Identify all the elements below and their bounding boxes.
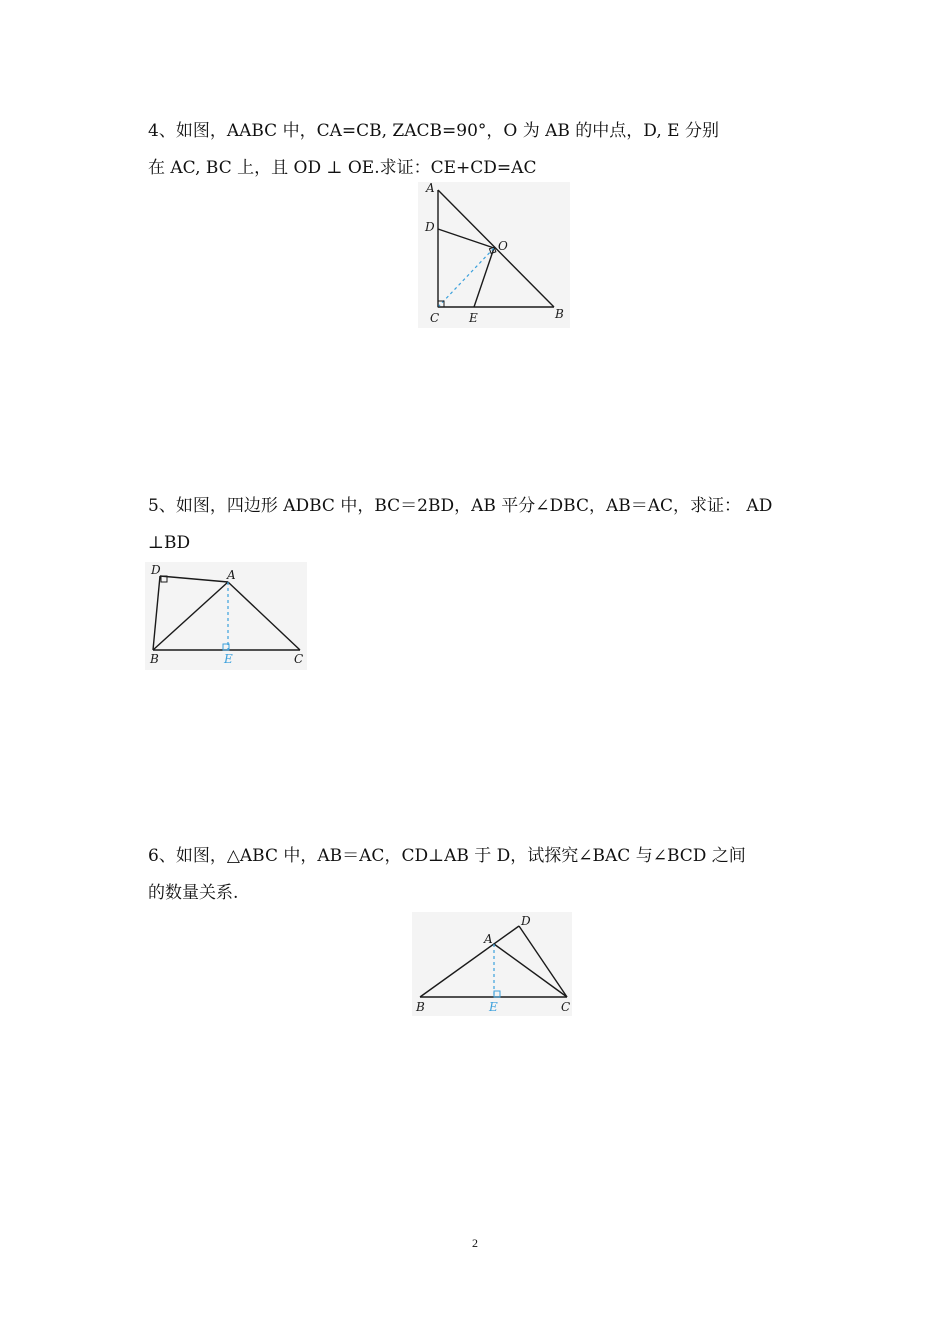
problem4-line2: 在 AC, BC 上，且 OD ⊥ OE.求证：CE+CD=AC bbox=[148, 158, 537, 178]
label-B: B bbox=[555, 307, 564, 321]
label-O: O bbox=[498, 239, 508, 253]
label-E: E bbox=[469, 311, 478, 325]
label-A: A bbox=[426, 182, 435, 195]
problem6-line2: 的数量关系. bbox=[148, 883, 239, 903]
label-C: C bbox=[430, 311, 440, 325]
label-C: C bbox=[561, 1000, 571, 1014]
label-A: A bbox=[227, 568, 236, 582]
problem6-figure bbox=[412, 912, 572, 1016]
label-D: D bbox=[521, 914, 531, 928]
label-D: D bbox=[425, 220, 435, 234]
label-E: E bbox=[489, 1000, 498, 1014]
label-A: A bbox=[484, 932, 493, 946]
page-number: 2 bbox=[472, 1236, 478, 1250]
label-C: C bbox=[294, 652, 304, 666]
problem4-figure bbox=[418, 182, 570, 328]
problem4-line1: 4、如图，AABC 中，CA=CB, ZACB=90°，O 为 AB 的中点，D, E 分别 bbox=[148, 121, 719, 141]
problem5-figure bbox=[145, 562, 307, 670]
label-E: E bbox=[224, 652, 233, 666]
label-D: D bbox=[151, 563, 161, 577]
label-B: B bbox=[150, 652, 159, 666]
problem5-line2: ⊥BD bbox=[148, 533, 191, 553]
label-B: B bbox=[416, 1000, 425, 1014]
problem5-line1: 5、如图，四边形 ADBC 中，BC＝2BD，AB 平分∠DBC，AB＝AC，求证： AD bbox=[148, 496, 773, 516]
problem6-line1: 6、如图，△ABC 中，AB＝AC，CD⊥AB 于 D，试探究∠BAC 与∠BCD 之间 bbox=[148, 846, 746, 866]
